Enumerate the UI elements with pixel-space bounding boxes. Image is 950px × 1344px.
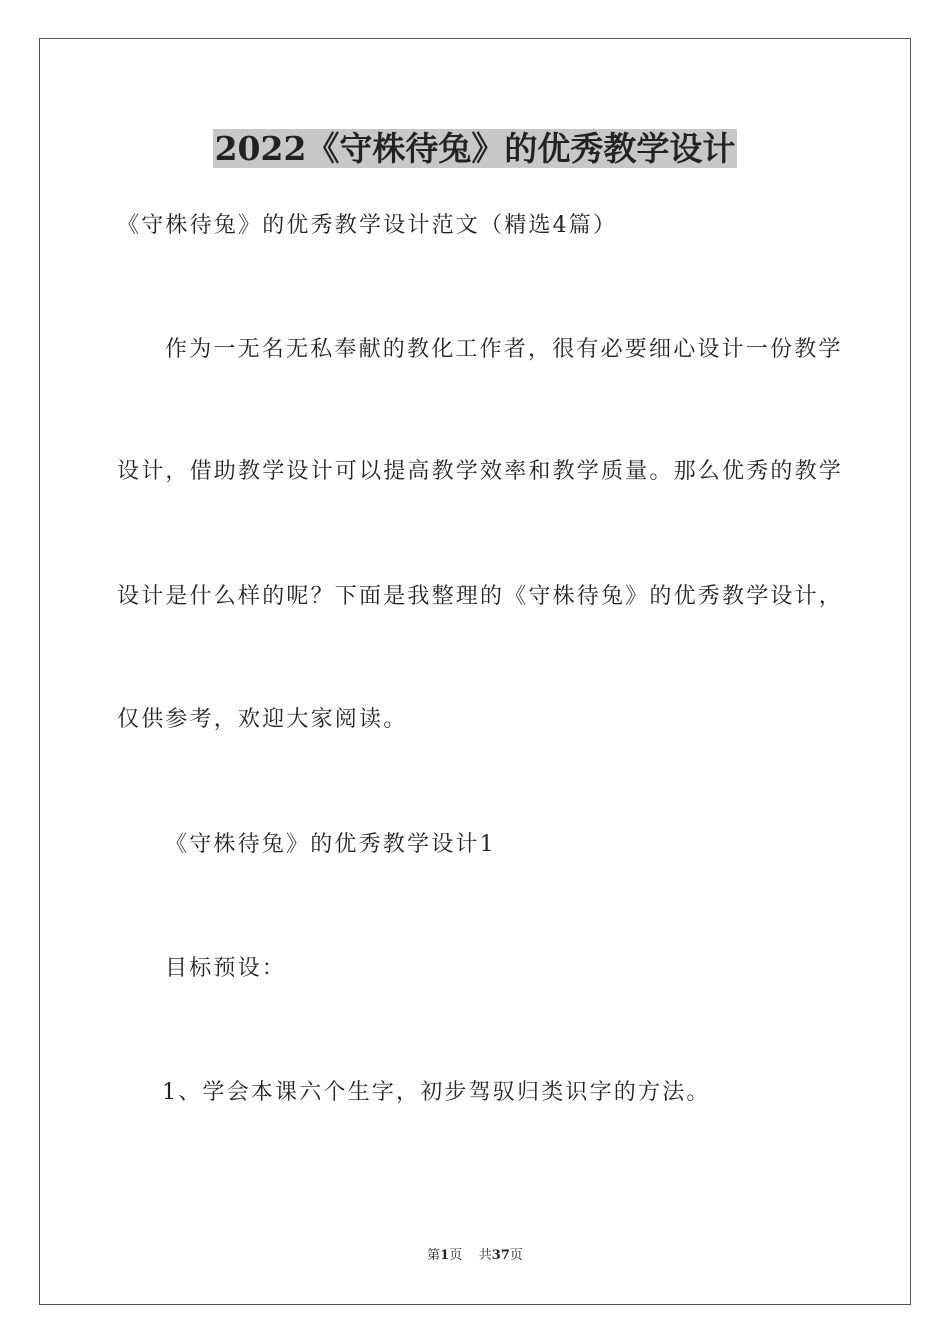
total-pages: 37: [491, 1248, 510, 1263]
paragraph-line-2: 设计，借助教学设计可以提高教学效率和教学质量。那么优秀的教学: [117, 459, 844, 484]
goals-label: 目标预设：: [165, 956, 287, 981]
section-heading: 《守株待兔》的优秀教学设计1: [165, 832, 496, 857]
total-suffix: 页: [509, 1248, 523, 1263]
paragraph-line-4: 仅供参考，欢迎大家阅读。: [117, 707, 408, 732]
document-subtitle: 《守株待兔》的优秀教学设计范文（精选4篇）: [117, 213, 618, 238]
paragraph-line-1: 作为一无名无私奉献的教化工作者，很有必要细心设计一份教学: [165, 337, 843, 362]
page-prefix: 第: [427, 1248, 441, 1263]
document-title-text: 2022《守株待兔》的优秀教学设计: [214, 129, 736, 168]
goal-item-1: 1、学会本课六个生字，初步驾驭归类识字的方法。: [162, 1080, 711, 1105]
page-number: 1: [440, 1248, 450, 1263]
document-title: [0, 128, 950, 170]
total-prefix: 共: [478, 1248, 492, 1263]
page-suffix: 页: [449, 1248, 463, 1263]
paragraph-line-3: 设计是什么样的呢？下面是我整理的《守株待兔》的优秀教学设计，: [117, 584, 844, 609]
page-footer: [0, 1247, 950, 1265]
